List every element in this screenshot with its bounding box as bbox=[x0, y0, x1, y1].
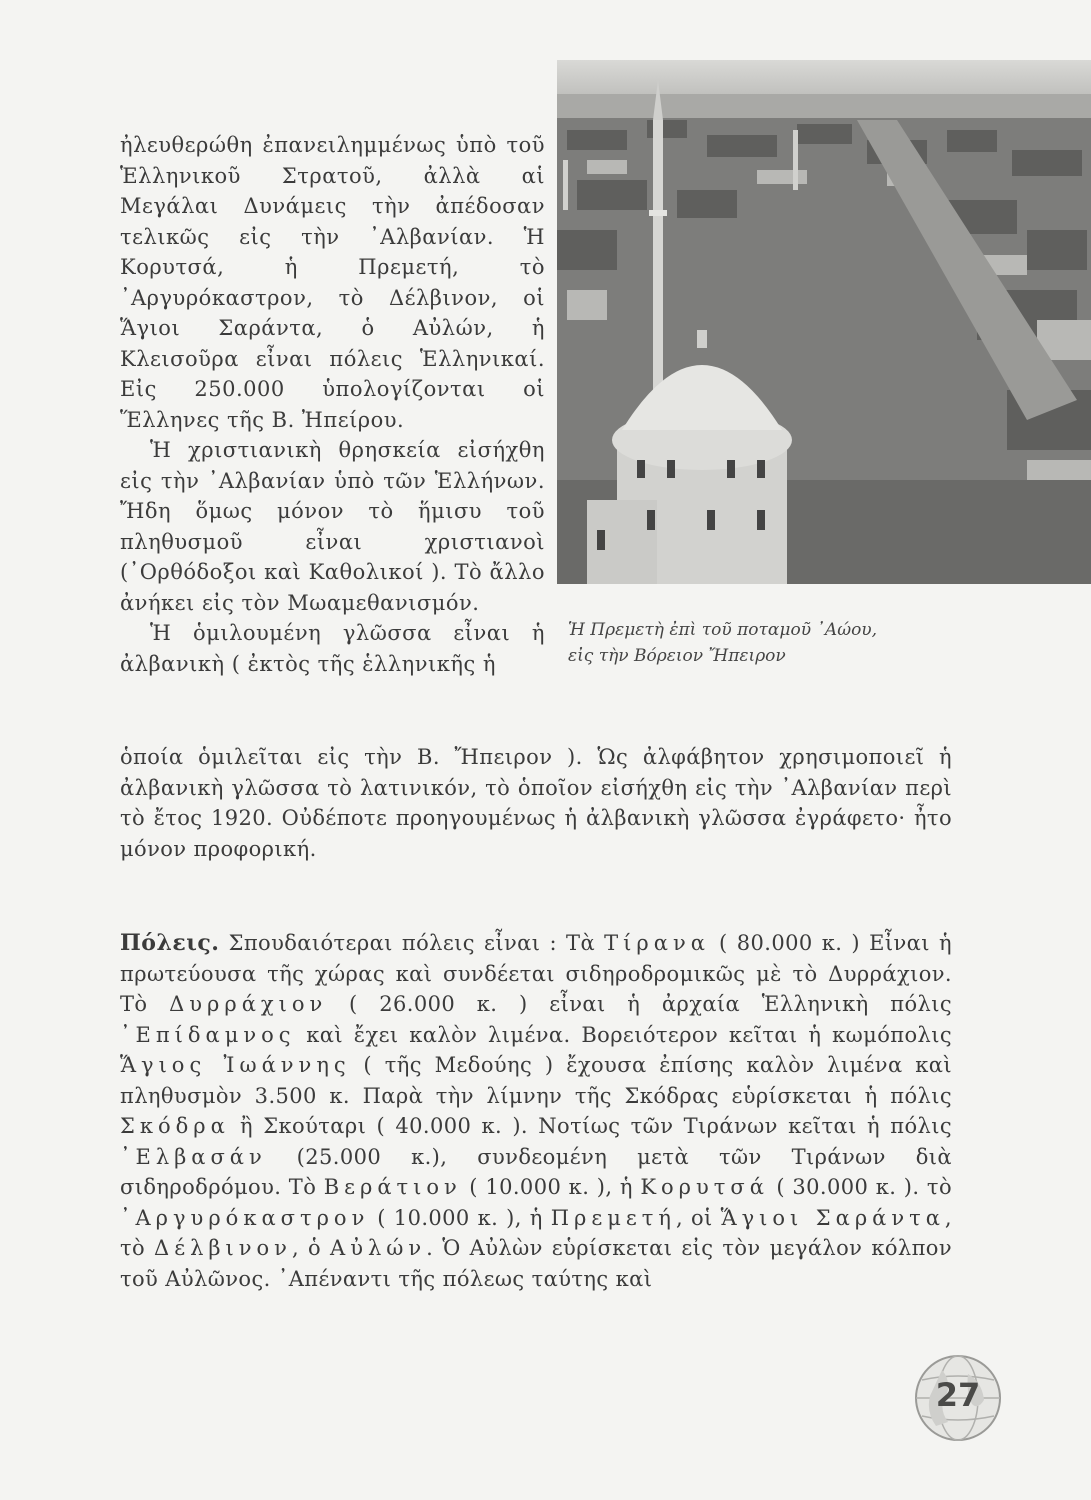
text: , τὸ bbox=[120, 1205, 952, 1260]
city-name: Ἅγιοι Σαράντα bbox=[720, 1205, 945, 1230]
text: . Ὁ Αὐλὼν εὑρίσκεται εἰς τὸν μεγάλον κόλπον τοῦ Αὐλῶνος. ᾿Απέναντι τῆς πόλεως ταύτης καὶ bbox=[120, 1236, 953, 1291]
text: , ὁ bbox=[291, 1236, 331, 1260]
text: ( 10.000 κ. ), ἡ bbox=[461, 1175, 641, 1199]
paragraph: ὁποία ὁμιλεῖται εἰς τὴν Β. Ἤπειρον ). Ὡς ἀλφάβητον χρησιμοποιεῖ ἡ ἀλβανικὴ γλῶσσα τὸ λατινικόν, τὸ ὁποῖον εἰσήχθη εἰς τὴν ᾿Αλβανίαν περὶ τὸ ἔτος 1920. Οὐδέποτε προηγουμένως ἡ ἀλβανικὴ γλῶσσα ἐγράφετο· ἦτο μόνον προφορική. bbox=[120, 745, 952, 861]
photo-caption bbox=[568, 617, 988, 669]
text-column bbox=[120, 130, 545, 679]
city-name: Ἅγιος Ἰωάννης bbox=[120, 1053, 351, 1077]
page-number: 27 bbox=[935, 1376, 981, 1414]
city-name: Τίρανα bbox=[604, 931, 710, 955]
city-name: Σκόδρα bbox=[120, 1114, 230, 1138]
city-name: Βεράτιον bbox=[323, 1175, 462, 1199]
caption-line: Ἡ Πρεμετὴ ἐπὶ τοῦ ποταμοῦ ᾿Αώου, bbox=[568, 620, 878, 640]
text: , οἱ bbox=[675, 1205, 721, 1230]
text: ( 26.000 κ. ) εἶναι ἡ ἀρχαία Ἑλληνικὴ πόλις bbox=[327, 992, 952, 1016]
city-name: Πρεμετή bbox=[550, 1205, 676, 1230]
city-name: Δέλβινον bbox=[154, 1236, 292, 1260]
text: Σπουδαιότεραι πόλεις εἶναι : Τὰ bbox=[219, 931, 605, 955]
paragraph bbox=[120, 928, 952, 1294]
city-name: Αὐλών bbox=[330, 1236, 427, 1260]
paragraph: ἠλευθερώθη ἐπανειλημμένως ὑπὸ τοῦ Ἑλληνικοῦ Στρατοῦ, ἀλλὰ αἱ Μεγάλαι Δυνάμεις τὴν ἀπέδοσαν τελικῶς εἰς τὴν ᾿Αλβανίαν. Ἡ Κορυτσά, ἡ Πρεμετή, τὸ ᾿Αργυρόκαστρον, τὸ Δέλβινον, οἱ Ἅγιοι Σαράντα, ὁ Αὐλών, ἡ Κλεισοῦρα εἶναι πόλεις Ἑλληνικαί. Εἰς 250.000 ὑπολογίζονται οἱ Ἕλληνες τῆς Β. Ἠπείρου. bbox=[120, 133, 545, 432]
text: (25.000 κ.), συνδεομένη μετὰ τῶν Τιράνων διὰ σιδηροδρόμου. Τὸ bbox=[120, 1144, 952, 1199]
text: καὶ ἔχει καλὸν λιμένα. Βορειότερον κεῖται ἡ κωμόπολις bbox=[295, 1022, 952, 1047]
city-name: ᾿Ελβασάν bbox=[120, 1144, 267, 1169]
text: ( 30.000 κ. ). τὸ bbox=[768, 1175, 952, 1199]
text: ( 10.000 κ. ), ἡ bbox=[369, 1205, 551, 1230]
cities-section bbox=[120, 928, 952, 1294]
text: ( 80.000 κ. ) Εἶναι ἡ πρωτεύουσα τῆς χώρας καὶ συνδέεται σιδηροδρομικῶς μὲ τὸ Δυρράχιον. Τὸ bbox=[120, 931, 952, 1016]
city-name: Δυρράχιον bbox=[169, 992, 328, 1016]
text: ἢ Σκούταρι ( 40.000 κ. ). Νοτίως τῶν Τιράνων κεῖται ἡ πόλις bbox=[229, 1114, 952, 1138]
city-name: ᾿Αργυρόκαστρον bbox=[120, 1205, 370, 1230]
paragraph: Ἡ χριστιανικὴ θρησκεία εἰσήχθη εἰς τὴν ᾿Αλβανίαν ὑπὸ τῶν Ἑλλήνων. Ἤδη ὅμως μόνον τὸ ἥμισυ τοῦ πληθυσμοῦ εἶναι χριστιανοὶ (᾿Ορθόδοξοι καὶ Καθολικοί ). Τὸ ἄλλο ἀνήκει εἰς τὸν Μωαμεθανισμόν. bbox=[120, 438, 545, 615]
city-name: ᾿Επίδαμνος bbox=[120, 1022, 296, 1047]
page-number-badge bbox=[912, 1352, 1004, 1444]
language-paragraph bbox=[120, 742, 952, 864]
mosque-photo bbox=[557, 60, 1091, 584]
paragraph: Ἡ ὁμιλουμένη γλῶσσα εἶναι ἡ ἀλβανικὴ ( ἐκτὸς τῆς ἑλληνικῆς ἡ bbox=[120, 621, 545, 676]
caption-line: εἰς τὴν Βόρειον Ἤπειρον bbox=[568, 646, 786, 666]
city-name: Κορυτσά bbox=[640, 1175, 769, 1199]
section-heading: Πόλεις. bbox=[120, 930, 220, 956]
text: ( τῆς Μεδούης ) ἔχουσα ἐπίσης καλὸν λιμένα καὶ πληθυσμὸν 3.500 κ. Παρὰ τὴν λίμνην τῆς Σκόδρας εὑρίσκεται ἡ πόλις bbox=[120, 1053, 952, 1108]
